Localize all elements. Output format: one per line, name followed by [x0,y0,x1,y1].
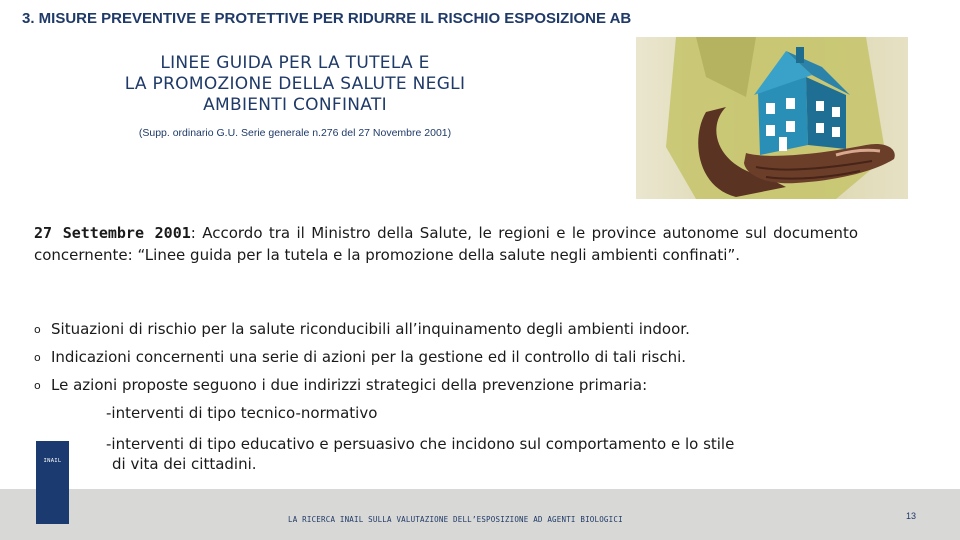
page-number: 13 [906,511,917,521]
bullet-item [34,320,914,338]
intro-paragraph [34,222,858,266]
intro-text: : Accordo tra il Ministro della Salute, le regioni e le province autonome sul documento concernente: “Linee guida per la tutela e la promozione della salute negli ambienti confinati”. [34,224,858,264]
guideline-subtitle: (Supp. ordinario G.U. Serie generale n.276 del 27 Novembre 2001) [138,127,452,139]
intro-date: 27 Settembre 2001 [34,224,191,242]
bullet-text: Situazioni di rischio per la salute riconducibili all’inquinamento degli ambienti indoor. [51,320,690,338]
house-illustration [636,37,908,199]
bullet-item [34,376,914,394]
sub-item-text: -interventi di tipo educativo e persuasivo che incidono sul comportamento e lo stile [106,435,735,453]
sub-item-text-continued: di vita dei cittadini. [112,455,257,473]
footer-caption: LA RICERCA INAIL SULLA VALUTAZIONE DELL’ESPOSIZIONE AD AGENTI BIOLOGICI [288,515,623,524]
bullet-marker: o [34,323,41,336]
guideline-title-line-1: LINEE GUIDA PER LA TUTELA E [160,53,430,73]
logo-text: INAIL [43,458,62,464]
bullet-item [34,348,914,366]
guideline-title [60,53,530,116]
inail-logo [36,441,69,524]
guideline-title-line-2: LA PROMOZIONE DELLA SALUTE NEGLI [124,74,466,94]
slide-header-title: 3. MISURE PREVENTIVE E PROTETTIVE PER RIDURRE IL RISCHIO ESPOSIZIONE AB [22,10,632,27]
guideline-title-line-3: AMBIENTI CONFINATI [203,95,387,115]
bullet-text: Indicazioni concernenti una serie di azioni per la gestione ed il controllo di tali rischi. [51,348,687,366]
sub-item-text: -interventi di tipo tecnico-normativo [106,404,378,422]
sub-item [106,403,886,423]
sub-item [106,434,886,474]
bullet-marker: o [34,379,41,392]
bullet-marker: o [34,351,41,364]
bullet-text: Le azioni proposte seguono i due indirizzi strategici della prevenzione primaria: [51,376,648,394]
hands-holding-house-image [636,37,908,199]
